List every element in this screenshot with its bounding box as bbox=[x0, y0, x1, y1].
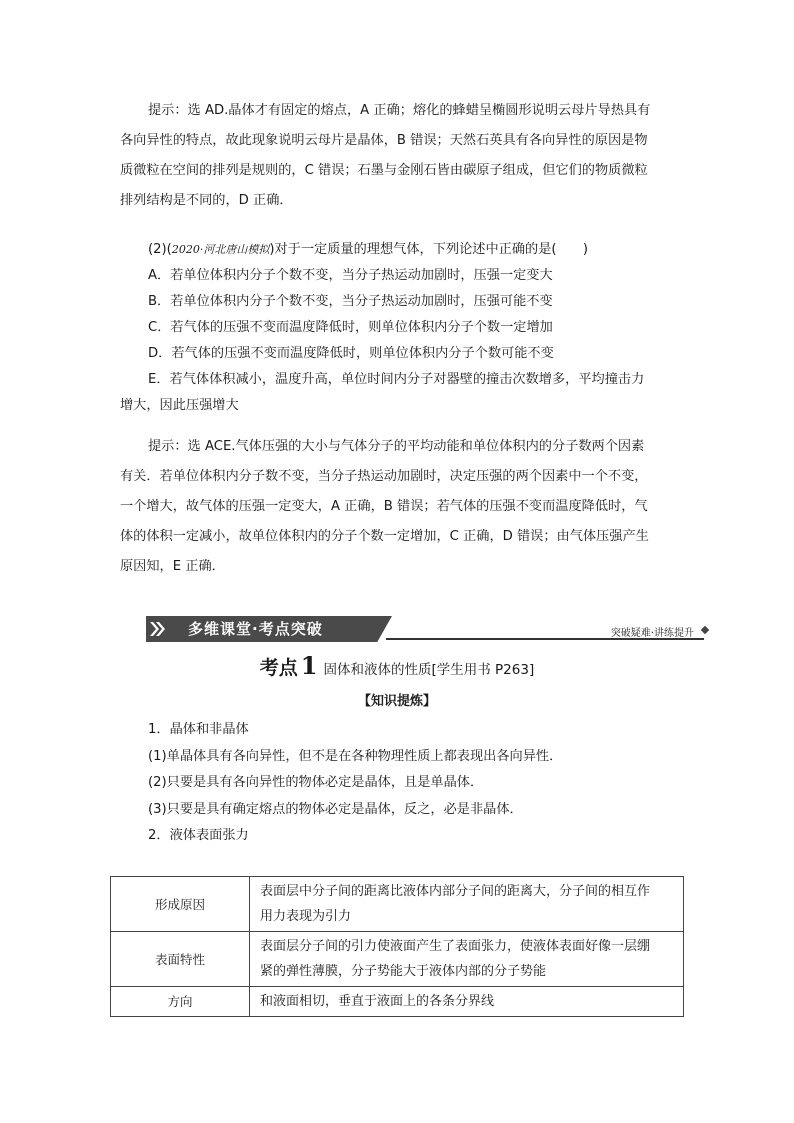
banner-tagline: 突破疑难·讲练提升 bbox=[610, 628, 694, 639]
hint-1 bbox=[120, 96, 680, 216]
table-key: 方向 bbox=[111, 987, 250, 1017]
double-chevron-icon bbox=[148, 620, 166, 638]
kaodian-heading bbox=[0, 651, 794, 680]
table-value: 表面层分子间的引力使液面产生了表面张力，使液体表面好像一层绷 紧的弹性薄膜，分子势能大于液体内部的分子势能 bbox=[250, 932, 684, 987]
question-source: 2020·河北唐山模拟 bbox=[171, 243, 270, 256]
section-banner bbox=[146, 616, 708, 642]
knowledge-heading: 1．晶体和非晶体 bbox=[148, 722, 249, 737]
table-key: 形成原因 bbox=[111, 877, 250, 932]
hint-1-line: 提示：选 AD.晶体才有固定的熔点，A 正确；熔化的蜂蜡呈椭圆形说明云母片导热具有 bbox=[148, 103, 651, 118]
question-2 bbox=[120, 237, 680, 419]
hint-1-line: 各向异性的特点，故此现象说明云母片是晶体，B 错误；天然石英具有各向异性的原因是物 bbox=[120, 133, 648, 148]
hint-2-line: 体的体积一定减小，故单位体积内的分子个数一定增加，C 正确，D 错误；由气体压强产生 bbox=[120, 529, 649, 544]
hint-2-line: 有关．若单位体积内分子数不变，当分子热运动加剧时，决定压强的两个因素中一个不变， bbox=[120, 469, 648, 484]
option-a: A．若单位体积内分子个数不变，当分子热运动加剧时，压强一定变大 bbox=[148, 268, 553, 283]
hint-2-line: 提示：选 ACE.气体压强的大小与气体分子的平均动能和单位体积内的分子数两个因素 bbox=[148, 439, 645, 454]
option-e-cont: 增大，因此压强增大 bbox=[120, 398, 239, 413]
knowledge-item: (1)单晶体具有各向异性，但不是在各种物理性质上都表现出各向异性． bbox=[148, 748, 563, 764]
question-stem: (2)(2020·河北唐山模拟)对于一定质量的理想气体，下列论述中正确的是( ) bbox=[148, 242, 589, 257]
hint-1-line: 排列结构是不同的，D 正确． bbox=[120, 193, 293, 208]
section-label: 【知识提炼】 bbox=[357, 694, 436, 709]
diamond-icon bbox=[701, 626, 709, 634]
table-value: 和液面相切，垂直于液面上的各条分界线 bbox=[250, 987, 684, 1017]
hint-2-line: 一个增大，故气体的压强一定变大，A 正确，B 错误；若气体的压强不变而温度降低时，气 bbox=[120, 499, 648, 514]
option-d: D．若气体的压强不变而温度降低时，则单位体积内分子个数可能不变 bbox=[148, 346, 554, 361]
knowledge-item: (2)只要是具有各向异性的物体必定是晶体，且是单晶体． bbox=[148, 775, 484, 790]
hint-2 bbox=[120, 432, 680, 582]
hint-2-line: 原因知，E 正确． bbox=[120, 559, 225, 574]
table-row bbox=[111, 987, 684, 1017]
hint-1-line: 质微粒在空间的排列是规则的，C 错误；石墨与金刚石皆由碳原子组成，但它们的物质微粒 bbox=[120, 163, 648, 178]
banner-title: 多维课堂·考点突破 bbox=[188, 620, 323, 638]
surface-tension-table bbox=[110, 876, 684, 1017]
knowledge-points bbox=[120, 717, 680, 850]
knowledge-item: (3)只要是具有确定熔点的物体必定是晶体，反之，必是非晶体． bbox=[148, 801, 523, 817]
option-b: B．若单位体积内分子个数不变，当分子热运动加剧时，压强可能不变 bbox=[148, 294, 553, 309]
kaodian-subtitle: 固体和液体的性质[学生用书 P263] bbox=[323, 662, 535, 678]
option-e: E．若气体体积减小，温度升高，单位时间内分子对器壁的撞击次数增多，平均撞击力 bbox=[148, 372, 645, 387]
option-c: C．若气体的压强不变而温度降低时，则单位体积内分子个数一定增加 bbox=[148, 320, 553, 335]
kaodian-label: 考点 bbox=[259, 657, 298, 679]
table-value: 表面层中分子间的距离比液体内部分子间的距离大，分子间的相互作 用力表现为引力 bbox=[250, 877, 684, 932]
table-row bbox=[111, 932, 684, 987]
table-key: 表面特性 bbox=[111, 932, 250, 987]
table-row bbox=[111, 877, 684, 932]
knowledge-heading: 2．液体表面张力 bbox=[148, 828, 249, 843]
kaodian-number: 1 bbox=[300, 651, 318, 680]
